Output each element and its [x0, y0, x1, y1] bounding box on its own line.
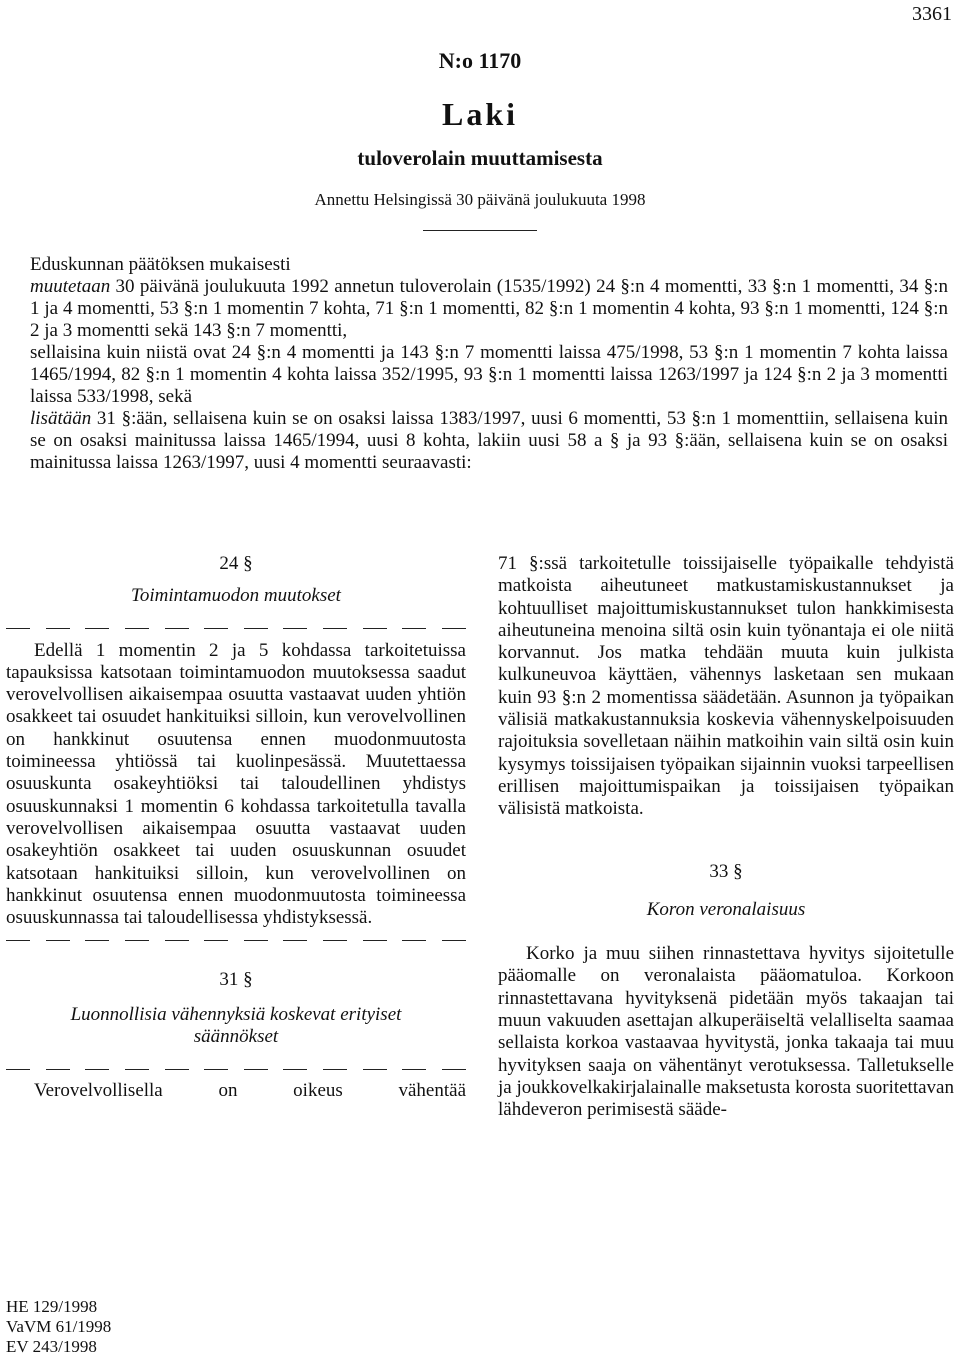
- section-33-heading: Koron veronalaisuus: [646, 898, 806, 920]
- intro-block: [30, 254, 948, 474]
- intro-enactment: Eduskunnan päätöksen mukaisesti: [30, 254, 291, 275]
- references: [6, 1297, 111, 1357]
- document-number: N:o 1170: [438, 48, 522, 73]
- current-versions-text: sellaisina kuin niistä ovat 24 §:n 4 momentti ja 143 §:n 7 momentti laissa 475/1998, 53 §:n 1 momentin 7 kohta laissa 1465/1994, 82 §:n 1 momentin 4 kohta laissa 352/1995, 93 §:n 1 momentti laissa 1263/1997 ja 124 §:n 2 ja 3 momentti laissa 533/1998, sekä: [30, 342, 948, 407]
- reference-ev: EV 243/1998: [6, 1337, 97, 1356]
- section-31-text: Verovelvollisella on oikeus vähentää: [34, 1080, 466, 1102]
- section-31-heading-line2: säännökset: [193, 1026, 279, 1048]
- section-24-number: 24 §: [219, 553, 253, 574]
- section-31-number: 31 §: [219, 969, 253, 991]
- given-date: Annettu Helsingissä 30 päivänä joulukuuta 1998: [314, 190, 646, 209]
- intro-additions: [30, 408, 948, 474]
- amendments-text: 30 päivänä joulukuuta 1992 annetun tuloverolain (1535/1992) 24 §:n 4 momentti, 33 §:n 1 momentti, 34 §:n 1 ja 4 momentti, 53 §:n 1 momentin 7 kohta, 71 §:n 1 momentti, 82 §:n 1 momentin 4 kohta, 93 §:n 1 momentti, 124 §:n 2 ja 3 momentti sekä 143 §:n 7 momentti,: [30, 276, 948, 341]
- section-24-text: Edellä 1 momentin 2 ja 5 kohdassa tarkoitetuissa tapauksissa katsotaan toimintamuodon muutoksessa saadut verovelvollisen aikaisempaa osuutta vastaavat uuden yhtiön osakkeet tai osuudet hankituiksi silloin, kun verovelvollinen on hankkinut osuutensa ennen muodonmuutosta toimineessa yhtiössä tai kuolinpesässä. Muutettaessa osuuskunta osakeyhtiöksi tai taloudellinen yhdistys osuuskunnaksi 1 momentin 6 kohdassa tarkoitetulla tavalla verovelvollisen aikaisempaa osuutta vastaavat uuden osakeyhtiön osakkeet tai uuden osuuskunnan osuudet katsotaan hankituiksi silloin, kun verovelvollinen on hankkinut osuutensa ennen muodonmuutosta toimineessa osuuskunnassa tai taloudellisessa yhdistyksessä.: [6, 639, 466, 929]
- additions-text: 31 §:ään, sellaisena kuin se on osaksi laissa 1383/1997, uusi 6 momentti, 53 §:n 1 momenttiin, sellaisena kuin se on osaksi mainitussa laissa 1465/1994, uusi 8 kohta, lakiin uusi 58 a § ja 93 §:ään, sellaisena kuin se on osaksi mainitussa laissa 1263/1997, uusi 4 momentti seuraavasti:: [30, 408, 948, 473]
- section-33-number: 33 §: [709, 860, 743, 882]
- omission-dashes: [6, 929, 466, 951]
- title-divider: [423, 230, 537, 231]
- section-33-text: Korko ja muu siihen rinnastettava hyvitys sijoitetulle pääomalle on veronalaista pääomatuloa. Korkoon rinnastettavana hyvityksenä pidetään myös takaajan tai muun vakuuden asettajan alkuperäiseltä velalliselta saamaa sellaista korkoa vastaavaa hyvitystä, jonka takaaja tai muu hyvityksen saaja on vähentänyt verotuksessa. Talletukselle ja joukkovelkakirjalainalle maksetusta korosta suoritettavan lähdeveron perimisestä sääde-: [498, 943, 954, 1121]
- left-column: [6, 553, 466, 1103]
- omission-dashes: [6, 618, 466, 640]
- reference-vavm: VaVM 61/1998: [6, 1317, 112, 1336]
- page-number: 3361: [912, 3, 952, 25]
- omission-dashes: [6, 1058, 466, 1080]
- law-subtitle: tuloverolain muuttamisesta: [357, 146, 603, 170]
- intro-amendments: [30, 276, 948, 342]
- right-column: [498, 553, 954, 1122]
- intro-current-versions: [30, 342, 948, 408]
- section-71-continuation: 71 §:ssä tarkoitetulle toissijaiselle työpaikalle tehdyistä matkoista aiheutuneet matkustamiskustannukset ja kohtuulliset majoittumiskustannukset tulon hankkimisesta aiheutuneina menoina siltä osin kuin työnantaja ei ole niitä korvannut. Jos matka tehdään muuta kuin julkista kulkuneuvoa käyttäen, vähennys lasketaan sen mukaan kuin 93 §:n 2 momentissa säädetään. Asunnon ja työpaikan välisiä matkakustannuksia koskevia vähennyskelpoisuuden rajoituksia sovelletaan näihin matkoihin vain siltä osin kuin kysymys toissijaisen työpaikan sijainnin vuoksi tarpeellisen erillisen majoittumispaikan ja toissijaisen työpaikan välisistä matkoista.: [498, 553, 954, 820]
- section-31-heading-line1: Luonnollisia vähennyksiä koskevat erityiset: [70, 1003, 402, 1025]
- section-24-heading: Toimintamuodon muutokset: [131, 585, 341, 607]
- keyword-muutetaan: muutetaan: [30, 276, 111, 297]
- reference-he: HE 129/1998: [6, 1297, 98, 1316]
- keyword-lisataan: lisätään: [30, 408, 92, 429]
- law-title: Laki: [441, 96, 519, 132]
